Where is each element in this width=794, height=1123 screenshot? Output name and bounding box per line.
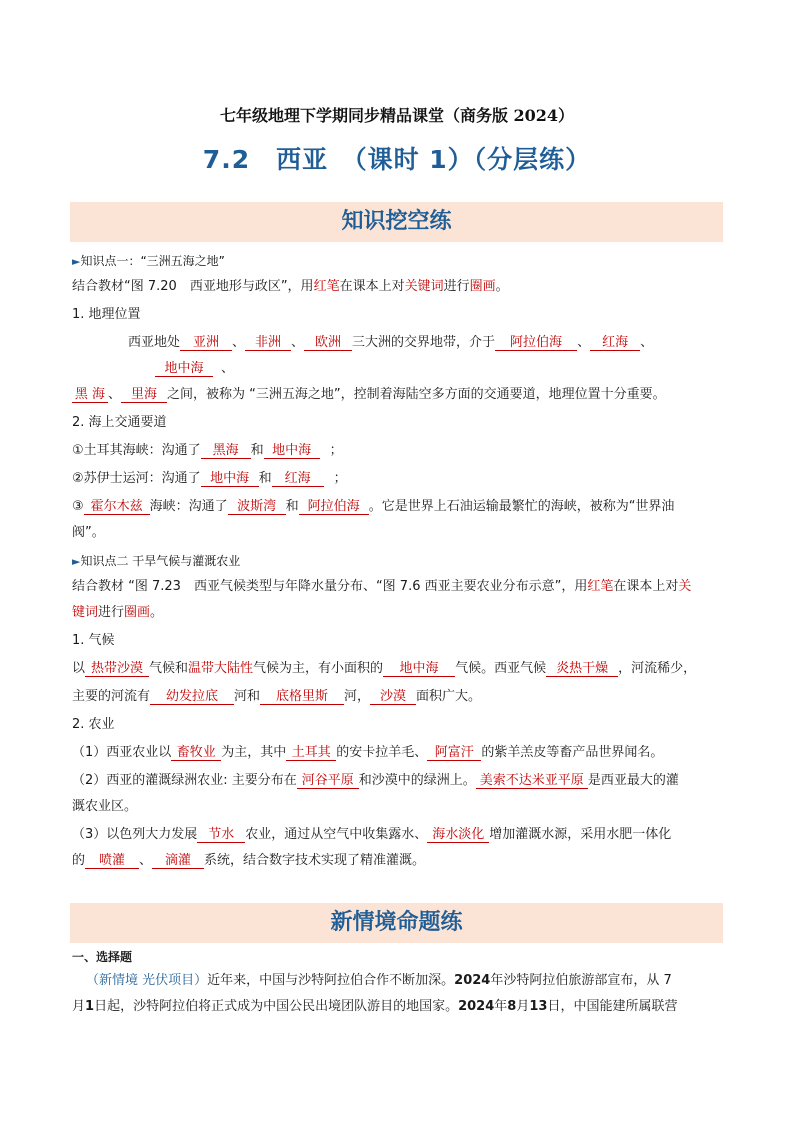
text-run: 、 bbox=[577, 335, 591, 350]
text-run: 是西亚最大的灌 bbox=[587, 773, 679, 788]
text-run: 、 bbox=[108, 387, 122, 402]
text-run: 河和 bbox=[234, 689, 261, 704]
answer-blank: 喷灌 bbox=[85, 853, 139, 869]
kp1-route-hormuz bbox=[72, 498, 732, 516]
kp1-heading-sea-routes: 2. 海上交通要道 bbox=[72, 415, 167, 430]
text-run: 年 bbox=[494, 999, 508, 1014]
text-run: 。它是世界上石油运输最繁忙的海峡，被称为“世界油 bbox=[368, 499, 675, 514]
answer-blank: 底格里斯 bbox=[260, 689, 344, 705]
text-run: 和 bbox=[285, 499, 299, 514]
answer-blank: 地中海 bbox=[155, 361, 213, 377]
answer-blank: 美索不达米亚平原 bbox=[476, 773, 588, 789]
text-run: 主要的河流有 bbox=[72, 689, 151, 704]
highlighted-keyword: 温带大陆性 bbox=[188, 661, 254, 676]
text-run: 的 bbox=[72, 853, 86, 868]
text-run: 结合教材“图 7.20 西亚地形与政区”，用 bbox=[72, 279, 314, 294]
kp1-location-line2 bbox=[155, 360, 794, 378]
text-run: 进行 bbox=[98, 605, 125, 620]
answer-blank: 波斯湾 bbox=[228, 499, 286, 515]
text-run: 2024 bbox=[454, 973, 491, 988]
text-run: 知识点二 干旱气候与灌溉农业 bbox=[80, 554, 241, 568]
text-run: 和沙漠中的绿洲上。 bbox=[358, 773, 476, 788]
text-run: 的安卡拉羊毛、 bbox=[336, 745, 428, 760]
kp2-agri-2 bbox=[72, 772, 732, 790]
triangle-bullet-icon: ► bbox=[72, 555, 81, 568]
answer-blank: 河谷平原 bbox=[297, 773, 359, 789]
text-run: 近年来，中国与沙特阿拉伯合作不断加深。 bbox=[207, 973, 455, 988]
answer-blank: 阿拉伯海 bbox=[299, 499, 369, 515]
text-run: 年沙特阿拉伯旅游部宣布，从 7 bbox=[490, 973, 672, 988]
text-run: 8 bbox=[507, 999, 517, 1014]
answer-blank: 非洲 bbox=[245, 335, 291, 351]
text-run: 知识点一：“三洲五海之地” bbox=[80, 254, 225, 268]
text-run: 农业，通过从空气中收集露水、 bbox=[245, 827, 428, 842]
text-run: 在课本上对 bbox=[613, 579, 679, 594]
kp2-agri-3-cont bbox=[72, 852, 732, 870]
kp2-climate-line1 bbox=[72, 660, 732, 678]
text-run: 增加灌溉水源，采用水肥一体化 bbox=[489, 827, 672, 842]
answer-blank: 炎热干燥 bbox=[546, 661, 618, 677]
kp2-climate-line2 bbox=[72, 688, 732, 706]
text-run: ③ bbox=[72, 499, 84, 514]
kp1-intro bbox=[72, 278, 732, 296]
text-run: （新情境 光伏项目） bbox=[86, 973, 208, 988]
kp2-intro bbox=[72, 578, 732, 596]
text-run: 为主，其中 bbox=[221, 745, 287, 760]
text-run: 海峡：沟通了 bbox=[149, 499, 228, 514]
text-run: ，河流稀少， bbox=[618, 661, 697, 676]
text-run: ； bbox=[329, 443, 343, 458]
kp2-heading-climate: 1. 气候 bbox=[72, 633, 115, 648]
text-run: 结合教材 “图 7.23 西亚气候类型与年降水量分布、“图 7.6 西亚主要农业分布示意”，用 bbox=[72, 579, 588, 594]
kp2-heading-agriculture: 2. 农业 bbox=[72, 717, 115, 732]
choice-questions-heading: 一、选择题 bbox=[72, 950, 133, 964]
answer-blank: 幼发拉底 bbox=[150, 689, 234, 705]
answer-blank: 地中海 bbox=[264, 443, 320, 459]
answer-blank: 地中海 bbox=[201, 471, 259, 487]
highlighted-keyword: 红笔 bbox=[313, 279, 340, 294]
text-run: 的紫羊羔皮等畜产品世界闻名。 bbox=[481, 745, 664, 760]
answer-blank: 海水淡化 bbox=[427, 827, 489, 843]
section-banner-knowledge: 知识挖空练 bbox=[70, 202, 723, 242]
answer-blank: 热带沙漠 bbox=[85, 661, 149, 677]
answer-blank: 沙漠 bbox=[370, 689, 416, 705]
text-run: 气候。西亚气候 bbox=[455, 661, 547, 676]
answer-blank: 欧洲 bbox=[304, 335, 352, 351]
text-run: 和 bbox=[250, 443, 264, 458]
answer-blank: 黑 海 bbox=[72, 387, 108, 403]
answer-blank: 滴灌 bbox=[152, 853, 204, 869]
text-run: 13 bbox=[529, 999, 548, 1014]
text-run: 、 bbox=[221, 361, 235, 376]
passage-line2 bbox=[72, 998, 732, 1016]
section-banner-new-context: 新情境命题练 bbox=[70, 903, 723, 943]
answer-blank: 里海 bbox=[121, 387, 167, 403]
text-run: 。 bbox=[495, 279, 509, 294]
answer-blank: 土耳其 bbox=[286, 745, 336, 761]
text-run: 、 bbox=[291, 335, 305, 350]
text-run: 西亚地处 bbox=[128, 335, 181, 350]
text-run: ①土耳其海峡：沟通了 bbox=[72, 443, 201, 458]
kp1-route-hormuz-cont: 阀”。 bbox=[72, 525, 105, 540]
highlighted-keyword: 红笔 bbox=[587, 579, 614, 594]
text-run: 2024 bbox=[458, 999, 495, 1014]
text-run: 进行 bbox=[443, 279, 470, 294]
text-run: 1 bbox=[85, 999, 95, 1014]
highlighted-keyword: 关键词 bbox=[404, 279, 444, 294]
knowledge-point-1-heading bbox=[72, 252, 732, 271]
highlighted-keyword: 圈画 bbox=[469, 279, 496, 294]
answer-blank: 亚洲 bbox=[180, 335, 232, 351]
text-run: 系统，结合数字技术实现了精准灌溉。 bbox=[204, 853, 426, 868]
passage-line1 bbox=[86, 972, 746, 990]
text-run: 月 bbox=[516, 999, 530, 1014]
text-run: 月 bbox=[72, 999, 86, 1014]
text-run: 日，中国能建所属联营 bbox=[547, 999, 678, 1014]
triangle-bullet-icon: ► bbox=[72, 255, 81, 268]
lesson-title: 7.2 西亚 （课时 1）（分层练） bbox=[202, 145, 592, 174]
answer-blank: 霍尔木兹 bbox=[84, 499, 150, 515]
text-run: 三大洲的交界地带，介于 bbox=[352, 335, 496, 350]
text-run: （3）以色列大力发展 bbox=[72, 827, 198, 842]
kp1-route-turkish-straits bbox=[72, 442, 732, 460]
text-run: 气候为主，有小面积的 bbox=[253, 661, 384, 676]
kp1-location-line1 bbox=[128, 334, 788, 352]
text-run: 。 bbox=[150, 605, 164, 620]
kp2-agri-2-cont: 溉农业区。 bbox=[72, 799, 138, 814]
kp1-route-suez-canal bbox=[72, 470, 732, 488]
text-run: 之间，被称为 “三洲五海之地”，控制着海陆空多方面的交通要道，地理位置十分重要。 bbox=[167, 387, 666, 402]
text-run: 以 bbox=[72, 661, 86, 676]
text-run: 河， bbox=[344, 689, 371, 704]
text-run: 气候和 bbox=[149, 661, 189, 676]
answer-blank: 红海 bbox=[590, 335, 640, 351]
text-run: 面积广大。 bbox=[416, 689, 482, 704]
kp1-location-line3 bbox=[72, 386, 732, 404]
answer-blank: 红海 bbox=[272, 471, 324, 487]
answer-blank: 阿富汗 bbox=[427, 745, 481, 761]
text-run: ； bbox=[333, 471, 347, 486]
text-run: ②苏伊士运河：沟通了 bbox=[72, 471, 201, 486]
text-run: （2）西亚的灌溉绿洲农业: 主要分布在 bbox=[72, 773, 297, 788]
text-run: （1）西亚农业以 bbox=[72, 745, 172, 760]
text-run: 、 bbox=[232, 335, 246, 350]
text-run: 、 bbox=[139, 853, 153, 868]
kp2-agri-1 bbox=[72, 744, 732, 762]
kp1-heading-location: 1. 地理位置 bbox=[72, 307, 141, 322]
highlighted-keyword: 键词 bbox=[72, 605, 99, 620]
text-run: 和 bbox=[258, 471, 272, 486]
answer-blank: 节水 bbox=[197, 827, 245, 843]
course-subtitle: 七年级地理下学期同步精品课堂（商务版 2024） bbox=[219, 106, 575, 125]
knowledge-point-2-heading bbox=[72, 552, 732, 571]
text-run: 、 bbox=[640, 335, 654, 350]
answer-blank: 地中海 bbox=[383, 661, 455, 677]
kp2-intro-cont bbox=[72, 604, 732, 622]
answer-blank: 阿拉伯海 bbox=[495, 335, 577, 351]
answer-blank: 黑海 bbox=[201, 443, 251, 459]
highlighted-keyword: 圈画 bbox=[124, 605, 151, 620]
text-run: 日起，沙特阿拉伯将正式成为中国公民出境团队游目的地国家。 bbox=[94, 999, 459, 1014]
text-run: 在课本上对 bbox=[339, 279, 405, 294]
answer-blank: 畜牧业 bbox=[171, 745, 221, 761]
highlighted-keyword: 关 bbox=[678, 579, 692, 594]
kp2-agri-3 bbox=[72, 826, 732, 844]
